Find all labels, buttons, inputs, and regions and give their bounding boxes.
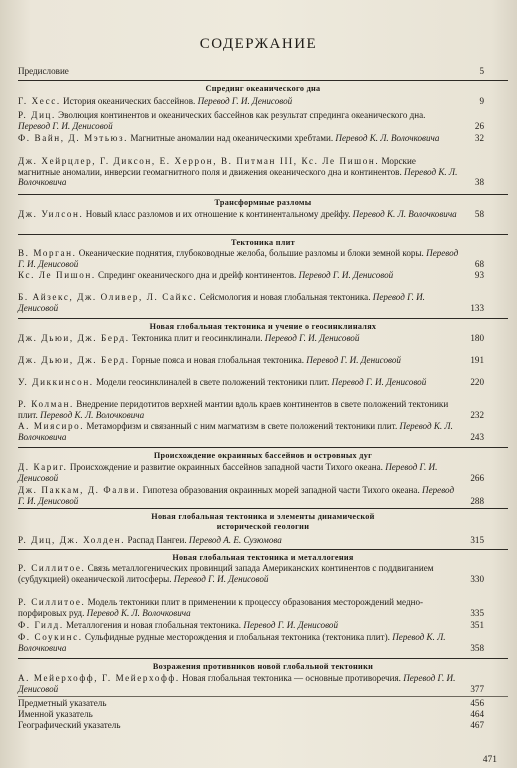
toc-entry: Кс. Ле Пишон. Спрединг океанического дна и дрейф континентов. Перевод Г. И. Денисовой 93 (18, 270, 484, 280)
page-ref: 377 (470, 683, 484, 694)
index-entry-geo: Географический указатель 467 (18, 720, 484, 730)
page-ref: 351 (470, 620, 484, 630)
page-number: 471 (482, 755, 497, 765)
toc-entry: Дж. Хейрцлер, Г. Диксон, Е. Херрон, В. Питман III, Кс. Ле Пишон. Морские магнитные аномалии, инверсии геомагнитного поля и движения океанического дна и континентов. Перевод К. Л. Волочковича 38 (18, 156, 484, 188)
page-ref: 191 (470, 355, 484, 365)
index-entry-names: Именной указатель 464 (18, 709, 484, 719)
section-heading: Новая глобальная тектоника и металлогения (18, 549, 508, 563)
section-heading: Происхождение окраинных бассейнов и островных дуг (18, 447, 508, 461)
toc-entry: Г. Хесс. История океанических бассейнов. Перевод Г. И. Денисовой 9 (18, 96, 484, 106)
page-ref: 68 (474, 258, 484, 269)
index-entry-subject: Предметный указатель 456 (18, 698, 484, 708)
toc-entry: А. Миясиро. Метаморфизм и связанный с ним магматизм в свете положений тектоники плит. Перевод К. Л. Волочковича 243 (18, 421, 484, 442)
page-ref: 266 (470, 472, 484, 483)
toc-entry: Р. Диц. Эволюция континентов и океанических бассейнов как результат спрединга океанического дна. Перевод Г. И. Денисовой 26 (18, 110, 484, 131)
toc-title: СОДЕРЖАНИЕ (199, 36, 318, 52)
toc-entry: А. Мейерхофф, Г. Мейерхофф. Новая глобальная тектоника — основные противоречия. Перевод Г. И. Денисовой 377 (18, 673, 484, 694)
page-ref: 133 (470, 302, 484, 313)
page-ref: 93 (474, 270, 484, 280)
page-ref: 315 (470, 535, 484, 545)
toc-entry: В. Морган. Океанические поднятия, глубоководные желоба, большие разломы и блоки земной коры. Перевод Г. И. Денисовой 68 (18, 248, 484, 269)
page-ref: 456 (470, 698, 484, 708)
toc-entry: Д. Кариг. Происхождение и развитие окраинных бассейнов западной части Тихого океана. Перевод Г. И. Денисовой 266 (18, 462, 484, 483)
page-ref: 243 (470, 431, 484, 442)
page-ref: 330 (470, 573, 484, 584)
page-ref: 232 (470, 409, 484, 420)
section-heading: Тектоника плит (18, 234, 508, 248)
page-ref: 335 (470, 607, 484, 618)
section-heading: Новая глобальная тектоника и элементы динамической исторической геологии (18, 508, 508, 532)
page-ref: 9 (479, 96, 484, 106)
section-heading: Возражения противников новой глобальной тектоники (18, 658, 508, 672)
toc-entry: Дж. Уилсон. Новый класс разломов и их отношение к континентальному дрейфу. Перевод К. Л. Волочковича 58 (18, 209, 484, 219)
toc-entry: Дж. Паккам, Д. Фалви. Гипотеза образования окраинных морей западной части Тихого океана. Перевод Г. И. Денисовой 288 (18, 485, 484, 506)
page-ref: 5 (479, 66, 484, 76)
preface-entry: Предисловие 5 (18, 66, 484, 76)
page-ref: 464 (470, 709, 484, 719)
toc-entry: Дж. Дьюи, Дж. Берд. Горные пояса и новая глобальная тектоника. Перевод Г. И. Денисовой 191 (18, 355, 484, 365)
page-ref: 58 (474, 209, 484, 219)
toc-entry: Ф. Соукинс. Сульфидные рудные месторождения и глобальная тектоника (тектоника плит). Перевод К. Л. Волочковича 358 (18, 632, 484, 653)
page-ref: 220 (470, 377, 484, 387)
page-ref: 180 (470, 333, 484, 343)
toc-entry: Ф. Вайн, Д. Мэтьюз. Магнитные аномалии над океаническими хребтами. Перевод К. Л. Волочковича 32 (18, 133, 484, 143)
section-heading: Новая глобальная тектоника и учение о геосинклиналях (18, 318, 508, 332)
page-ref: 288 (470, 495, 484, 506)
toc-entry: Б. Айзекс, Дж. Оливер, Л. Сайкс. Сейсмология и новая глобальная тектоника. Перевод Г. И. Денисовой 133 (18, 292, 484, 313)
toc-entry: Ф. Гилд. Металлогения и новая глобальная тектоника. Перевод Г. И. Денисовой 351 (18, 620, 484, 630)
page-ref: 467 (470, 720, 484, 730)
section-heading: Спрединг океанического дна (18, 80, 508, 94)
section-heading: Трансформные разломы (18, 194, 508, 208)
page-ref: 358 (470, 642, 484, 653)
toc-entry: Р. Силлитое. Связь металлогенических провинций запада Американских континентов с поддвиганием (субдукцией) океанической литосферы. Перевод Г. И. Денисовой 330 (18, 563, 484, 584)
toc-entry: Р. Силлитое. Модель тектоники плит в применении к процессу образования месторождений медно-порфировых руд. Перевод К. Л. Волочковича 335 (18, 597, 484, 618)
toc-entry: Дж. Дьюи, Дж. Берд. Тектоника плит и геосинклинали. Перевод Г. И. Денисовой 180 (18, 333, 484, 343)
toc-entry: Р. Колман. Внедрение перидотитов верхней мантии вдоль краев континентов в свете положений тектоники плит. Перевод К. Л. Волочковича 232 (18, 399, 484, 420)
toc-entry: Р. Диц, Дж. Холден. Распад Пангеи. Перевод А. Е. Сузюмова 315 (18, 535, 484, 545)
toc-entry: У. Диккинсон. Модели геосинклиналей в свете положений тектоники плит. Перевод Г. И. Денисовой 220 (18, 377, 484, 387)
page-ref: 26 (474, 120, 484, 131)
page-ref: 38 (474, 177, 484, 188)
page-ref: 32 (474, 133, 484, 143)
divider (18, 696, 508, 697)
